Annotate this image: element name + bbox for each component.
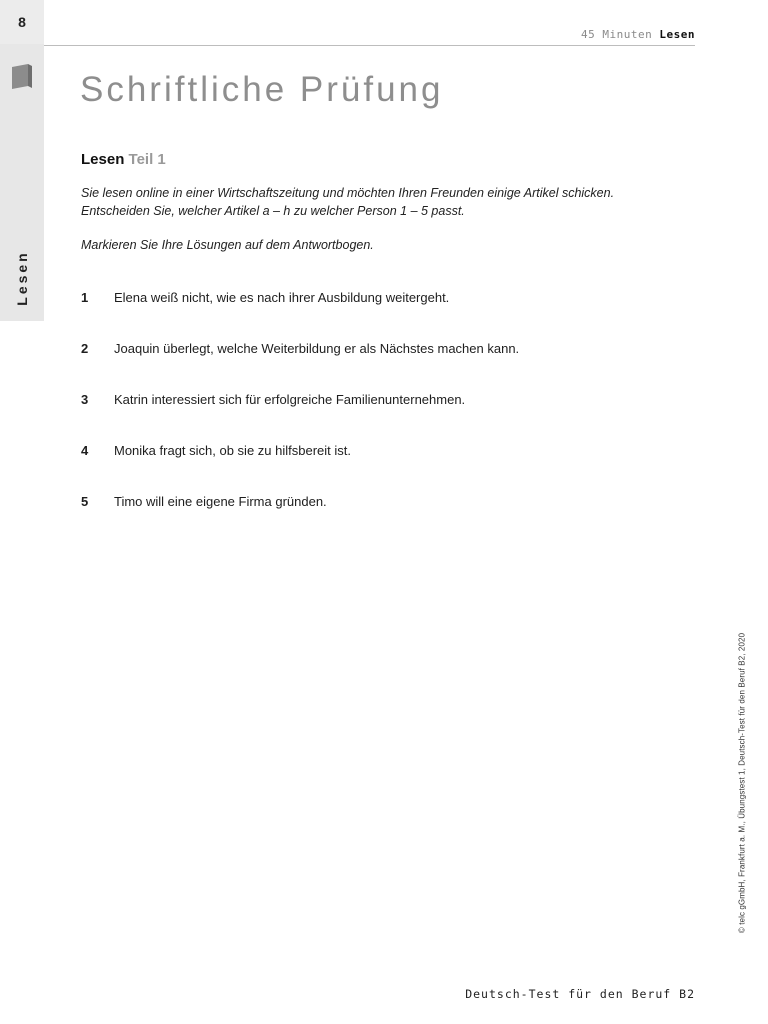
item-text: Timo will eine eigene Firma gründen. <box>114 494 327 509</box>
footer-text: Deutsch-Test für den Beruf B2 <box>465 987 695 1001</box>
list-item <box>81 392 681 443</box>
instruction-mark: Markieren Sie Ihre Lösungen auf dem Antwortbogen. <box>81 238 374 252</box>
instruction-line-2: Entscheiden Sie, welcher Artikel a – h zu welcher Person 1 – 5 passt. <box>81 204 465 218</box>
item-text: Elena weiß nicht, wie es nach ihrer Ausbildung weitergeht. <box>114 290 450 305</box>
list-item <box>81 290 681 341</box>
item-number: 1 <box>81 290 89 305</box>
header-time: 45 Minuten <box>581 28 653 41</box>
instructions <box>81 184 681 254</box>
item-text: Katrin interessiert sich für erfolgreiche Familienunternehmen. <box>114 392 466 407</box>
instruction-line-1: Sie lesen online in einer Wirtschaftszeitung und möchten Ihren Freunden einige Artikel schicken. <box>81 186 615 200</box>
list-item <box>81 341 681 392</box>
page-title: Schriftliche Prüfung <box>80 70 444 109</box>
item-number: 2 <box>81 341 89 356</box>
item-number: 5 <box>81 494 89 509</box>
section-heading <box>81 151 166 168</box>
header-section: Lesen <box>659 28 695 41</box>
item-number: 4 <box>81 443 89 458</box>
header-rule <box>44 45 695 46</box>
item-text: Joaquin überlegt, welche Weiterbildung er als Nächstes machen kann. <box>114 341 520 356</box>
list-item <box>81 494 681 545</box>
page-number: 8 <box>18 14 26 30</box>
side-tab-label: Lesen <box>14 250 30 306</box>
section-heading-sub: Teil 1 <box>128 151 166 168</box>
header-info <box>581 28 695 41</box>
list-item <box>81 443 681 494</box>
section-heading-main: Lesen <box>81 151 125 168</box>
item-text: Monika fragt sich, ob sie zu hilfsbereit ist. <box>114 443 351 458</box>
copyright-notice: © telc gGmbH, Frankfurt a. M., Übungstest 1, Deutsch-Test für den Beruf B2, 2020 <box>737 632 747 934</box>
book-icon <box>12 64 32 90</box>
item-list <box>81 290 681 545</box>
item-number: 3 <box>81 392 89 407</box>
